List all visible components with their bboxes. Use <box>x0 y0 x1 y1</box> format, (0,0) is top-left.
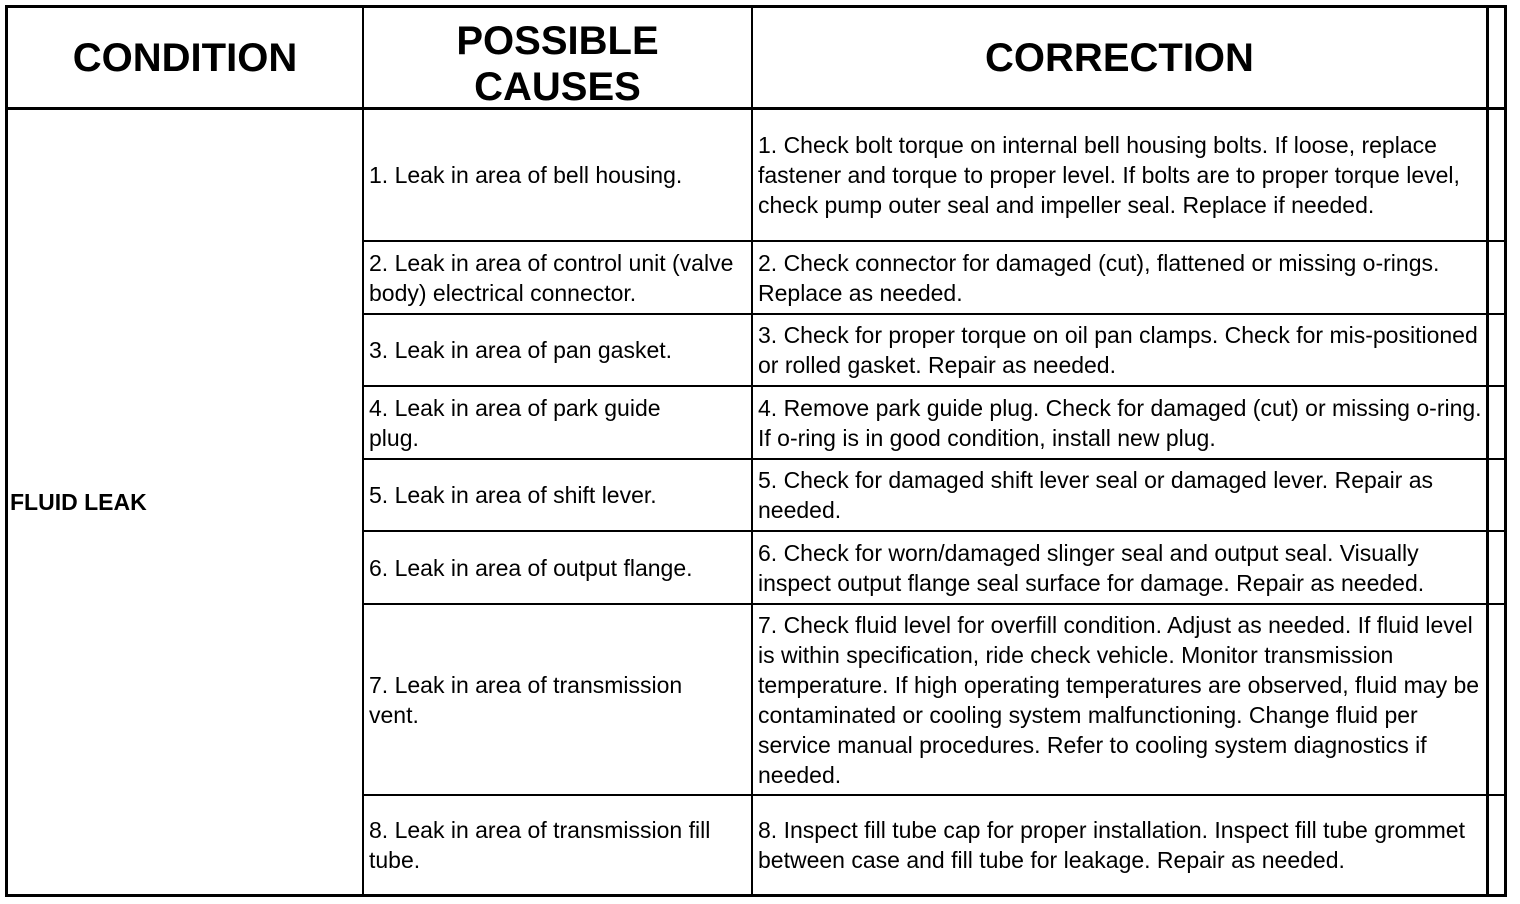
header-correction: CORRECTION <box>985 35 1254 80</box>
correction-cell: 7. Check fluid level for overfill condition. Adjust as needed. If fluid level is within specification, ride check vehicle. Monitor transmission temperature. If high operating temperatures are observed, fluid may be contaminated or cooling system malfunctioning. Change fluid per service manual procedures. Refer to cooling system diagnostics if needed. <box>758 611 1480 788</box>
cause-cell: 7. Leak in area of transmission vent. <box>369 671 683 728</box>
correction-cell: 6. Check for worn/damaged slinger seal and output seal. Visually inspect output flange seal surface for damage. Repair as needed. <box>758 539 1425 596</box>
cause-cell: 3. Leak in area of pan gasket. <box>369 337 673 363</box>
correction-cell: 4. Remove park guide plug. Check for damaged (cut) or missing o-ring. If o-ring is in good condition, install new plug. <box>758 394 1482 451</box>
column-divider <box>1486 8 1489 894</box>
cause-cell: 8. Leak in area of transmission fill tube. <box>369 817 711 873</box>
cause-cell: 2. Leak in area of control unit (valve body) electrical connector. <box>369 249 734 306</box>
diagnosis-table <box>5 5 1507 897</box>
correction-cell: 1. Check bolt torque on internal bell housing bolts. If loose, replace fastener and torque to proper level. If bolts are to proper torque level, check pump outer seal and impeller seal. Replace if needed. <box>758 132 1460 218</box>
cause-cell: 5. Leak in area of shift lever. <box>369 482 657 508</box>
cause-cell: 1. Leak in area of bell housing. <box>369 162 683 188</box>
condition-fluid-leak: FLUID LEAK <box>10 489 147 515</box>
header-condition: CONDITION <box>72 35 298 80</box>
correction-cell: 2. Check connector for damaged (cut), flattened or missing o-rings. Replace as needed. <box>758 249 1440 306</box>
cause-cell: 4. Leak in area of park guide plug. <box>369 394 661 451</box>
correction-cell: 3. Check for proper torque on oil pan clamps. Check for mis-positioned or rolled gasket. Repair as needed. <box>758 322 1478 378</box>
correction-cell: 8. Inspect fill tube cap for proper installation. Inspect fill tube grommet between case and fill tube for leakage. Repair as needed. <box>758 817 1465 873</box>
correction-cell: 5. Check for damaged shift lever seal or damaged lever. Repair as needed. <box>758 467 1434 523</box>
header-possible-causes: POSSIBLE CAUSES <box>456 18 659 109</box>
cause-cell: 6. Leak in area of output flange. <box>369 554 693 581</box>
